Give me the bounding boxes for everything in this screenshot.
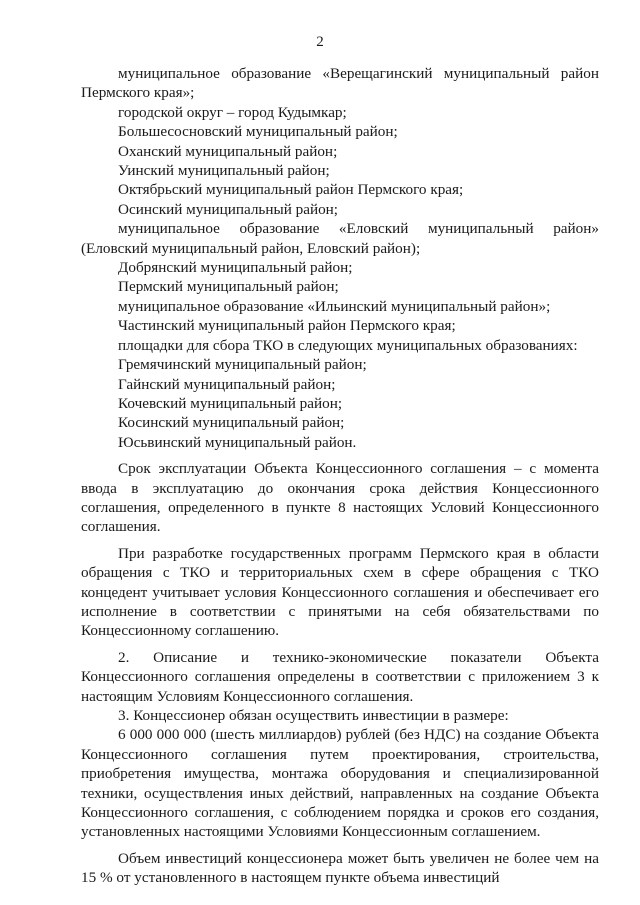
paragraph-investment-increase: Объем инвестиций концессионера может быть увеличен не более чем на 15 % от установленного в настоящем пункте объема инвестиций bbox=[81, 849, 599, 887]
list-item-oktyabrsky: Октябрьский муниципальный район Пермского края; bbox=[118, 181, 464, 199]
paragraph-elovsky: муниципальное образование «Еловский муниципальный район» (Еловский муниципальный район, Еловский район); bbox=[81, 220, 599, 257]
list-item-okhansky: Оханский муниципальный район; bbox=[118, 142, 338, 160]
page-number: 2 bbox=[316, 34, 324, 50]
paragraph-investment-amount: 6 000 000 000 (шесть миллиардов) рублей (без НДС) на создание Объекта Концессионного соглашения путем проектирования, строительства, приобретения имущества, монтажа оборудования и специализированной техники, осуществления иных действий, направленных на создание Объекта Концессионного соглашения, с соблюдением порядка и сроков его создания, установленных настоящими Условиями Концессионным соглашением. bbox=[81, 726, 599, 841]
paragraph-operation-term: Срок эксплуатации Объекта Концессионного соглашения – с момента ввода в эксплуатацию до окончания срока действия Концессионного соглашения, определенного в пункте 8 настоящих Условий Концессионного соглашения. bbox=[81, 460, 599, 536]
paragraph-state-programs: При разработке государственных программ Пермского края в области обращения с ТКО и территориальных схем в сфере обращения с ТКО концедент учитывает условия Концессионного соглашения и обеспечивает его исполнение в соответствии с принятыми на себя обязательствами по Концессионному соглашению. bbox=[81, 544, 599, 640]
paragraph-clause-2: 2. Описание и технико-экономические показатели Объекта Концессионного соглашения определены в соответствии с приложением 3 к настоящим Условиям Концессионного соглашения. bbox=[81, 648, 599, 705]
list-item-gremyachinsky: Гремячинский муниципальный район; bbox=[118, 356, 367, 374]
list-item-osinsky: Осинский муниципальный район; bbox=[118, 200, 339, 218]
list-item-dobryansky: Добрянский муниципальный район; bbox=[118, 259, 353, 277]
list-item-kudymkar: городской округ – город Кудымкар; bbox=[118, 103, 347, 121]
paragraph-vereshchagino: муниципальное образование «Верещагинский муниципальный район Пермского края»; bbox=[81, 65, 599, 102]
sites-intro: площадки для сбора ТКО в следующих муниципальных образованиях: bbox=[118, 336, 578, 354]
list-item-ilyinsky: муниципальное образование «Ильинский муниципальный район»; bbox=[118, 297, 551, 315]
list-item-uinsky: Уинский муниципальный район; bbox=[118, 162, 330, 180]
list-item-chastinsky: Частинский муниципальный район Пермского края; bbox=[118, 317, 456, 335]
document-body bbox=[81, 64, 599, 888]
list-item-permsky: Пермский муниципальный район; bbox=[118, 278, 339, 296]
list-item-yusvinsky: Юсьвинский муниципальный район. bbox=[118, 433, 357, 451]
list-item-bolshesosnovsky: Большесосновский муниципальный район; bbox=[118, 123, 398, 141]
list-item-gainsky: Гайнский муниципальный район; bbox=[118, 375, 336, 393]
list-item-kosinsky: Косинский муниципальный район; bbox=[118, 414, 345, 432]
list-item-kochevsky: Кочевский муниципальный район; bbox=[118, 394, 343, 412]
paragraph-clause-3: 3. Концессионер обязан осуществить инвестиции в размере: bbox=[118, 707, 509, 724]
